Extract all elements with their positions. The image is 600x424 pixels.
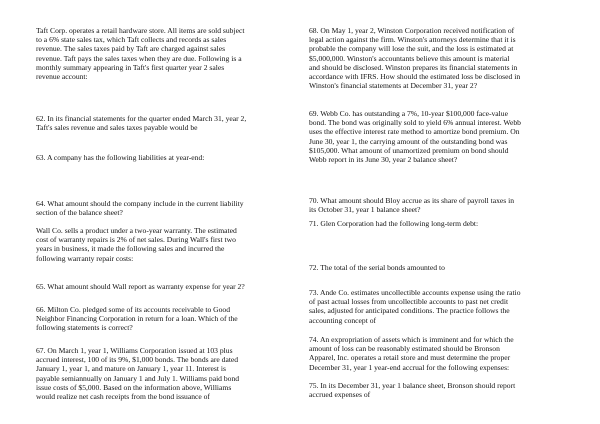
question-62: 62. In its financial statements for the quarter ended March 31, year 2, Taft's sales revenue and sales taxes payable would be [36,114,247,133]
question-66: 66. Milton Co. pledged some of its accounts receivable to Good Neighbor Financing Corporation in return for a loan. Which of the following statements is correct? [36,305,238,333]
question-64: 64. What amount should the company include in the current liability section of the balance sheet? [36,199,244,218]
taft-intro-paragraph: Taft Corp. operates a retail hardware store. All items are sold subject to a 6% state sales tax, which Taft collects and records as sales revenue. The sales taxes paid by Taft are charged against sales revenue. Taft pays the sales taxes when they are due. Following is a monthly summary appearing in Taft's first quarter year 2 sales revenue account: [36,26,245,82]
question-73: 73. Ande Co. estimates uncollectible accounts expense using the ratio of past actual losses from uncollectible accounts to past net credit sales, adjusted for anticipated conditions. The practice follows the accounting concept of [309,288,521,325]
question-67: 67. On March 1, year 1, Williams Corporation issued at 103 plus accrued interest, 100 of its 9%, $1,000 bonds. The bonds are dated January 1, year 1, and mature on January 1, year 11. Interest is payable semiannually on January 1 and July 1. Williams paid bond issue costs of $5,000. Based on the information above, Williams would realize net cash receipts from the bond issuance of [36,346,240,402]
question-70: 70. What amount should Bloy accrue as its share of payroll taxes in its October 31, year 1 balance sheet? [309,196,515,215]
question-74: 74. An expropriation of assets which is imminent and for which the amount of loss can be reasonably estimated should be Bronson Apparel, Inc. operates a retail store and must determine the proper December 31, year 1 year-end accrual for the following expenses: [309,335,514,372]
wall-intro-paragraph: Wall Co. sells a product under a two-year warranty. The estimated cost of warranty repairs is 2% of net sales. During Wall's first two years in business, it made the following sales and incurred the following warranty repair costs: [36,226,237,263]
question-72: 72. The total of the serial bonds amounted to [309,263,445,272]
question-71: 71. Glen Corporation had the following long-term debt: [309,219,479,228]
question-75: 75. In its December 31, year 1 balance sheet, Bronson should report accrued expenses of [309,381,516,400]
question-65: 65. What amount should Wall report as warranty expense for year 2? [36,282,245,291]
question-69: 69. Webb Co. has outstanding a 7%, 10-year $100,000 face-value bond. The bond was originally sold to yield 6% annual interest. Webb uses the effective interest rate method to amortize bond premium. On June 30, year 1, the carrying amount of the outstanding bond was $105,000. What amount of unamortized premium on bond should Webb report in its June 30, year 2 balance sheet? [309,109,521,165]
question-68: 68. On May 1, year 2, Winston Corporation received notification of legal action against the firm. Winston's attorneys determine that it is probable the company will lose the suit, and the loss is estimated at $5,000,000. Winston's accountants believe this amount is material and should be disclosed. Winston prepares its financial statements in accordance with IFRS. How should the estimated loss be disclosed in Winston's financial statements at December 31, year 2? [309,26,521,91]
question-63: 63. A company has the following liabilities at year-end: [36,153,205,162]
